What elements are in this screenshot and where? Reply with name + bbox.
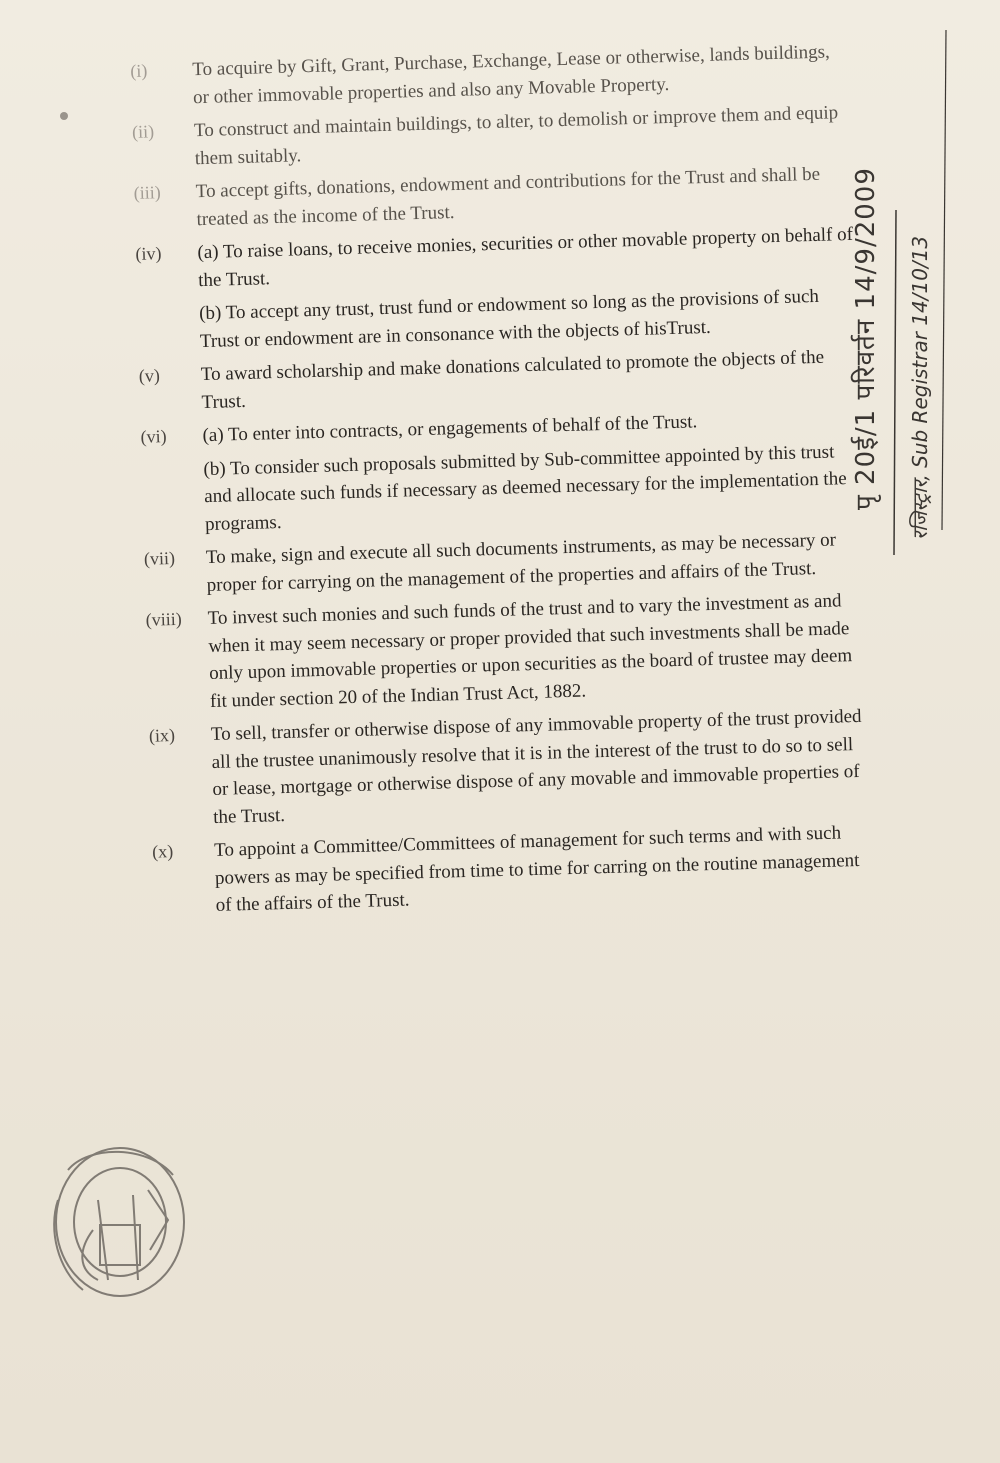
clause-number: (x): [151, 841, 174, 862]
clause-10: [152, 819, 874, 928]
clause-paragraph: (a) To raise loans, to receive monies, securities or other movable property on behalf of the Trust.: [197, 223, 854, 291]
clause-paragraph: To accept gifts, donations, endowment and contributions for the Trust and shall be treated as the income of the Trust.: [195, 163, 821, 230]
clause-9: [149, 703, 872, 839]
clause-number: (viii): [145, 608, 182, 630]
clause-paragraph: To award scholarship and make donations calculated to promote the objects of the Trust.: [200, 346, 825, 413]
clause-number: (i): [130, 60, 148, 81]
clause-number: (v): [138, 365, 161, 386]
margin-annotation-line2: रजिस्ट्रार, Sub Registrar 14/10/13: [908, 235, 932, 540]
clause-body: [211, 703, 872, 837]
clause-body: [202, 404, 863, 544]
clause-paragraph: (a) To enter into contracts, or engagements of behalf of the Trust.: [202, 411, 698, 447]
clause-paragraph: To construct and maintain buildings, to alter, to demolish or improve them and equip them suitably.: [193, 102, 839, 169]
clause-body: [207, 587, 868, 721]
clause-body: [214, 819, 874, 926]
clause-4: [135, 221, 858, 363]
margin-annotation-line1: पृ 20ई/1 परिवर्तन 14/9/2009: [851, 167, 881, 510]
clause-paragraph: To acquire by Gift, Grant, Purchase, Exchange, Lease or otherwise, lands buildings, or other immovable properties and also any Movable Property.: [192, 41, 831, 108]
clause-paragraph: (b) To consider such proposals submitted by Sub-committee appointed by this trust and allocate such funds if necessary as deemed necessary for the implementation the programs.: [203, 440, 847, 535]
clause-number: (vii): [143, 547, 176, 569]
clause-number: (ii): [131, 121, 155, 142]
clause-paragraph: To make, sign and execute all such documents instruments, as may be necessary or proper for carrying on the management of the properties and affairs of the Trust.: [205, 529, 837, 596]
clause-paragraph: To appoint a Committee/Committees of management for such terms and with such powers as may be specified from time to time for carring on the routine management of the affairs of the Trust.: [213, 822, 860, 916]
clause-8: [145, 587, 868, 723]
margin-annotation: [842, 10, 952, 570]
ink-dot: [60, 112, 68, 120]
clause-number: (iii): [133, 182, 162, 203]
clause-body: [197, 221, 858, 361]
trust-objects-clause-list: [130, 38, 874, 927]
official-seal-stamp-icon: [38, 1130, 198, 1310]
clause-number: (ix): [148, 725, 176, 746]
clause-6: [140, 404, 863, 546]
clause-paragraph: To sell, transfer or otherwise dispose of any immovable property of the trust provided all the trustee unanimously resolve that it is in the interest of the trust to do so to sell or lease, mortgage or otherwise dispose of any movable and immovable properties of the Trust.: [210, 705, 862, 828]
clause-paragraph: (b) To accept any trust, trust fund or endowment so long as the provisions of such Trust or endowment are in consonance with the objects of hisTrust.: [198, 285, 820, 352]
clause-number: (iv): [135, 243, 162, 264]
clause-number: (vi): [140, 426, 167, 447]
clause-paragraph: To invest such monies and such funds of the trust and to vary the investment as and when it may seem necessary or proper provided that such investments shall be made only upon immovable properties or upon securities as the board of trustee may deem fit under section 20 of the Indian Trust Act, 1882.: [207, 590, 853, 712]
